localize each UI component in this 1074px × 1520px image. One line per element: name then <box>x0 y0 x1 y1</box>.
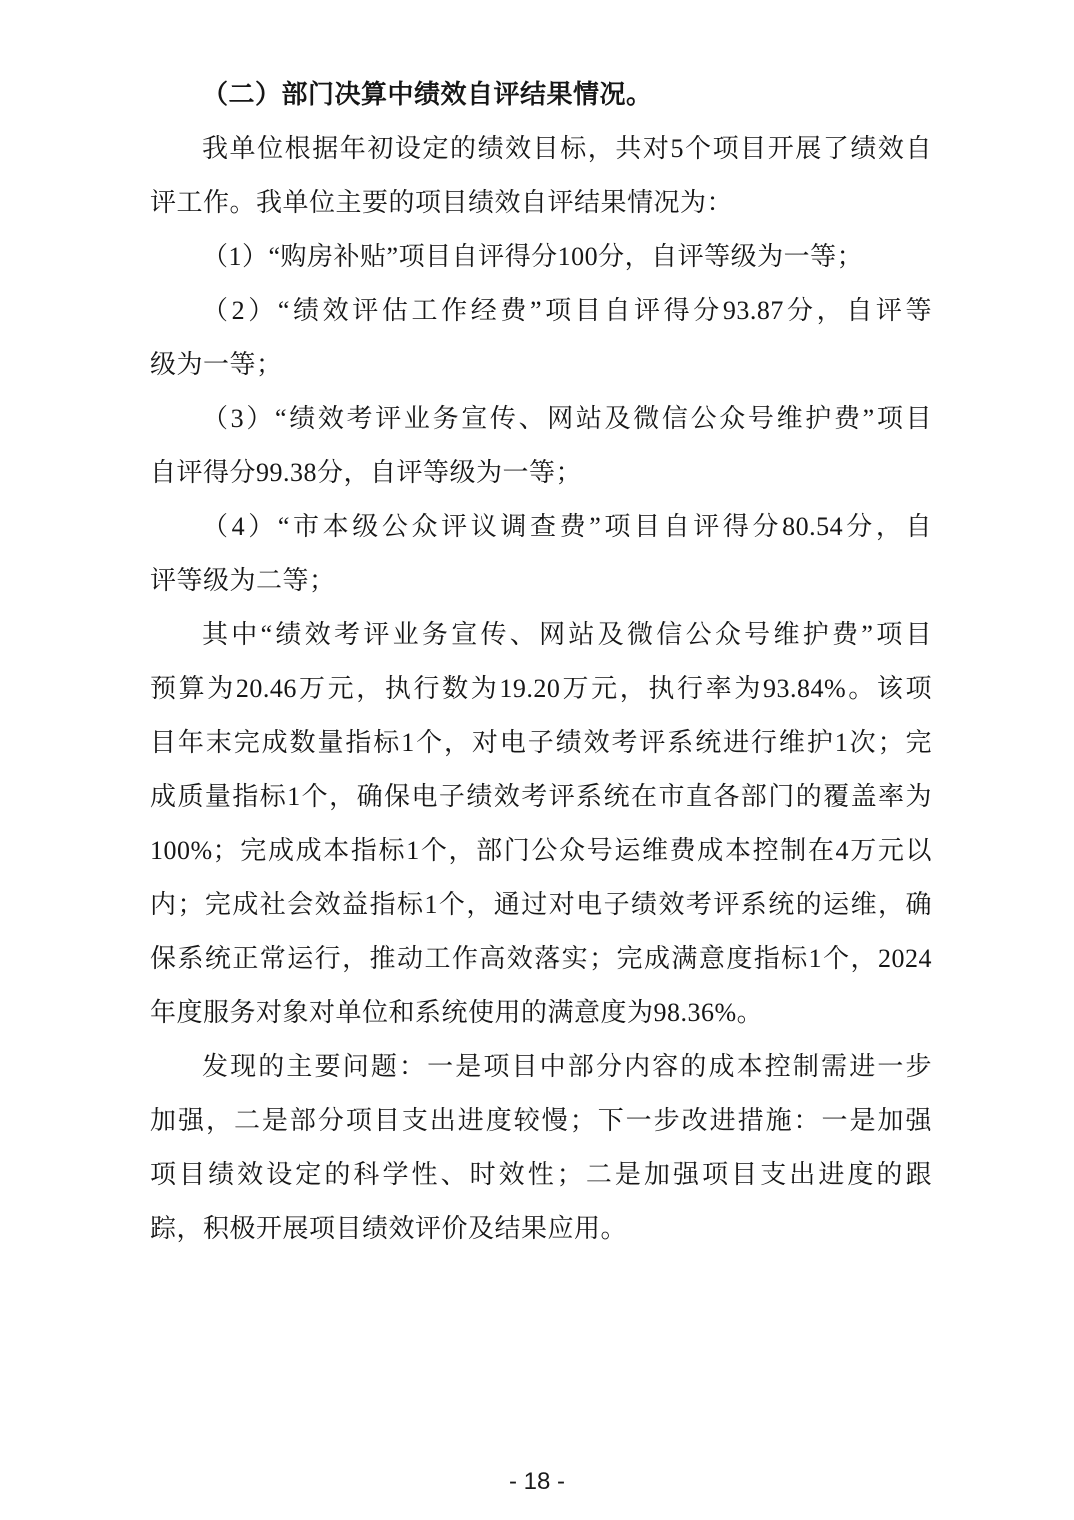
paragraph-line: 年度服务对象对单位和系统使用的满意度为98.36%。 <box>150 998 764 1027</box>
document-body <box>150 68 932 1256</box>
section-heading: （二）部门决算中绩效自评结果情况。 <box>202 80 653 109</box>
paragraph-line: 我单位根据年初设定的绩效目标，共对5个项目开展了绩效自 <box>202 134 932 163</box>
paragraph-line: 其中“绩效考评业务宣传、网站及微信公众号维护费”项目 <box>202 620 932 649</box>
paragraph-line: 成质量指标1个，确保电子绩效考评系统在市直各部门的覆盖率为 <box>150 782 932 811</box>
page-number: - 18 - <box>508 1468 565 1495</box>
list-item-1: （1）“购房补贴”项目自评得分100分，自评等级为一等； <box>202 242 864 271</box>
paragraph-line: 踪，积极开展项目绩效评价及结果应用。 <box>150 1214 628 1243</box>
paragraph-line: 目年末完成数量指标1个，对电子绩效考评系统进行维护1次；完 <box>150 728 932 757</box>
paragraph-line: 发现的主要问题：一是项目中部分内容的成本控制需进一步 <box>202 1052 932 1081</box>
paragraph-line: 评工作。我单位主要的项目绩效自评结果情况为： <box>150 188 734 217</box>
paragraph-line: 项目绩效设定的科学性、时效性；二是加强项目支出进度的跟 <box>150 1160 932 1189</box>
list-item-4: （4）“市本级公众评议调查费”项目自评得分80.54分，自 <box>202 512 932 541</box>
paragraph-line: 内；完成社会效益指标1个，通过对电子绩效考评系统的运维，确 <box>150 890 932 919</box>
list-item-2: （2）“绩效评估工作经费”项目自评得分93.87分，自评等 <box>202 296 932 325</box>
paragraph-line: 100%；完成成本指标1个，部门公众号运维费成本控制在4万元以 <box>150 836 932 865</box>
paragraph-line: 预算为20.46万元，执行数为19.20万元，执行率为93.84%。该项 <box>150 674 932 703</box>
paragraph-line: 加强，二是部分项目支出进度较慢；下一步改进措施：一是加强 <box>150 1106 932 1135</box>
paragraph-line: 保系统正常运行，推动工作高效落实；完成满意度指标1个，2024 <box>150 944 932 973</box>
list-item-3: （3）“绩效考评业务宣传、网站及微信公众号维护费”项目 <box>202 404 932 433</box>
paragraph-line: 评等级为二等； <box>150 566 336 595</box>
paragraph-line: 自评得分99.38分，自评等级为一等； <box>150 458 583 487</box>
paragraph-line: 级为一等； <box>150 350 283 379</box>
